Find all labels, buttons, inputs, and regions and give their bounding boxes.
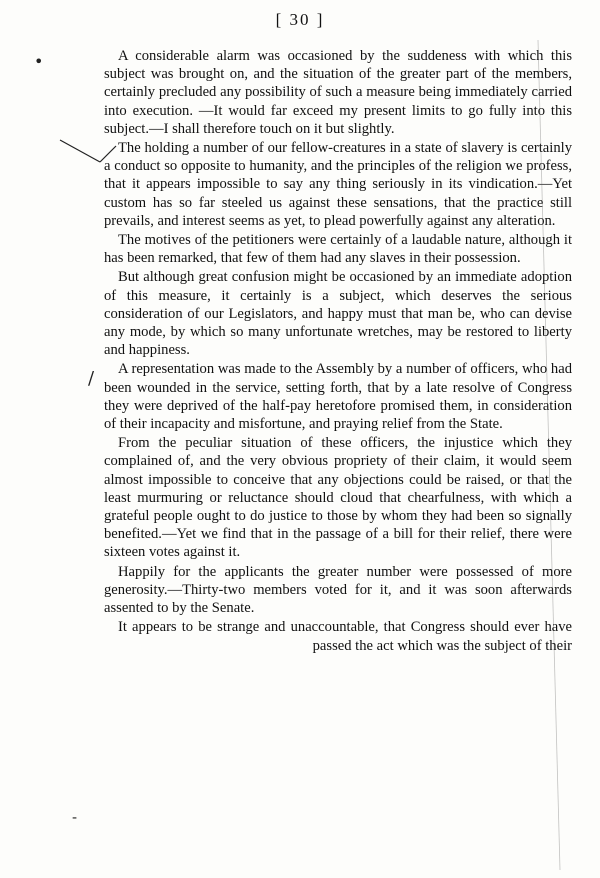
margin-tick-mark-2 (100, 146, 116, 162)
page-fold-line (538, 40, 560, 870)
paragraph-5: A representation was made to the Assembly by a number of officers, who had been wounded in the service, setting forth, that by a late resolve of Congress they were deprived of the half-pay heretofore promised them, in consideration of their incapacity and misfortune, and praying relief from the State. (104, 361, 572, 433)
paragraph-8: It appears to be strange and unaccountable, that Congress should ever have passed the act which was the subject of their (118, 619, 572, 654)
margin-dot-mark: • (34, 52, 44, 71)
paragraph-3: The motives of the petitioners were certainly of a laudable nature, although it has been remarked, that few of them had any slaves in their possession. (104, 232, 572, 267)
page-number: [ 30 ] (275, 10, 325, 29)
paragraph-6: From the peculiar situation of these officers, the injustice which they complained of, and the very obvious propriety of their claim, it would seem almost impossible to conceive that any objections could be raised, or that the least murmuring or reluctance should cloud that chearfulness, with which a grateful people ought to do justice to those by whom they had been so signally benefited.—Yet we find that in the passage of a bill for their relief, there were sixteen votes against it. (104, 435, 572, 561)
paragraph-2: The holding a number of our fellow-creatures in a state of slavery is certainly a conduct so opposite to humanity, and the principles of the religion we profess, that it appears impossible to say any thing seriously in its vindication.—Yet custom has so far steeled us against these sensations, that the practice still prevails, and interest seems as yet, to plead powerfully against any alteration. (104, 140, 572, 229)
margin-tick-mark (60, 140, 100, 162)
paragraph-1: A considerable alarm was occasioned by the suddeness with which this subject was brought on, and the situation of the greater part of the members, certainly precluded any possibility of such a measure being immediately carried into execution. —It would far exceed my present limits to go fully into this subject.—I shall therefore touch on it but slightly. (104, 48, 572, 137)
margin-slash-mark: / (88, 368, 95, 389)
paragraph-7: Happily for the applicants the greater number were possessed of more generosity.—Thirty-two members voted for it, and it was soon afterwards assented to by the Senate. (104, 563, 572, 617)
margin-dash-mark: - (72, 808, 78, 826)
paragraph-4: But although great confusion might be occasioned by an immediate adoption of this measure, it certainly is a subject, which deserves the serious consideration of our Legislators, and happy must that man be, who can devise any mode, by which so many unfortunate wretches, may be restored to liberty and happiness. (104, 269, 572, 359)
